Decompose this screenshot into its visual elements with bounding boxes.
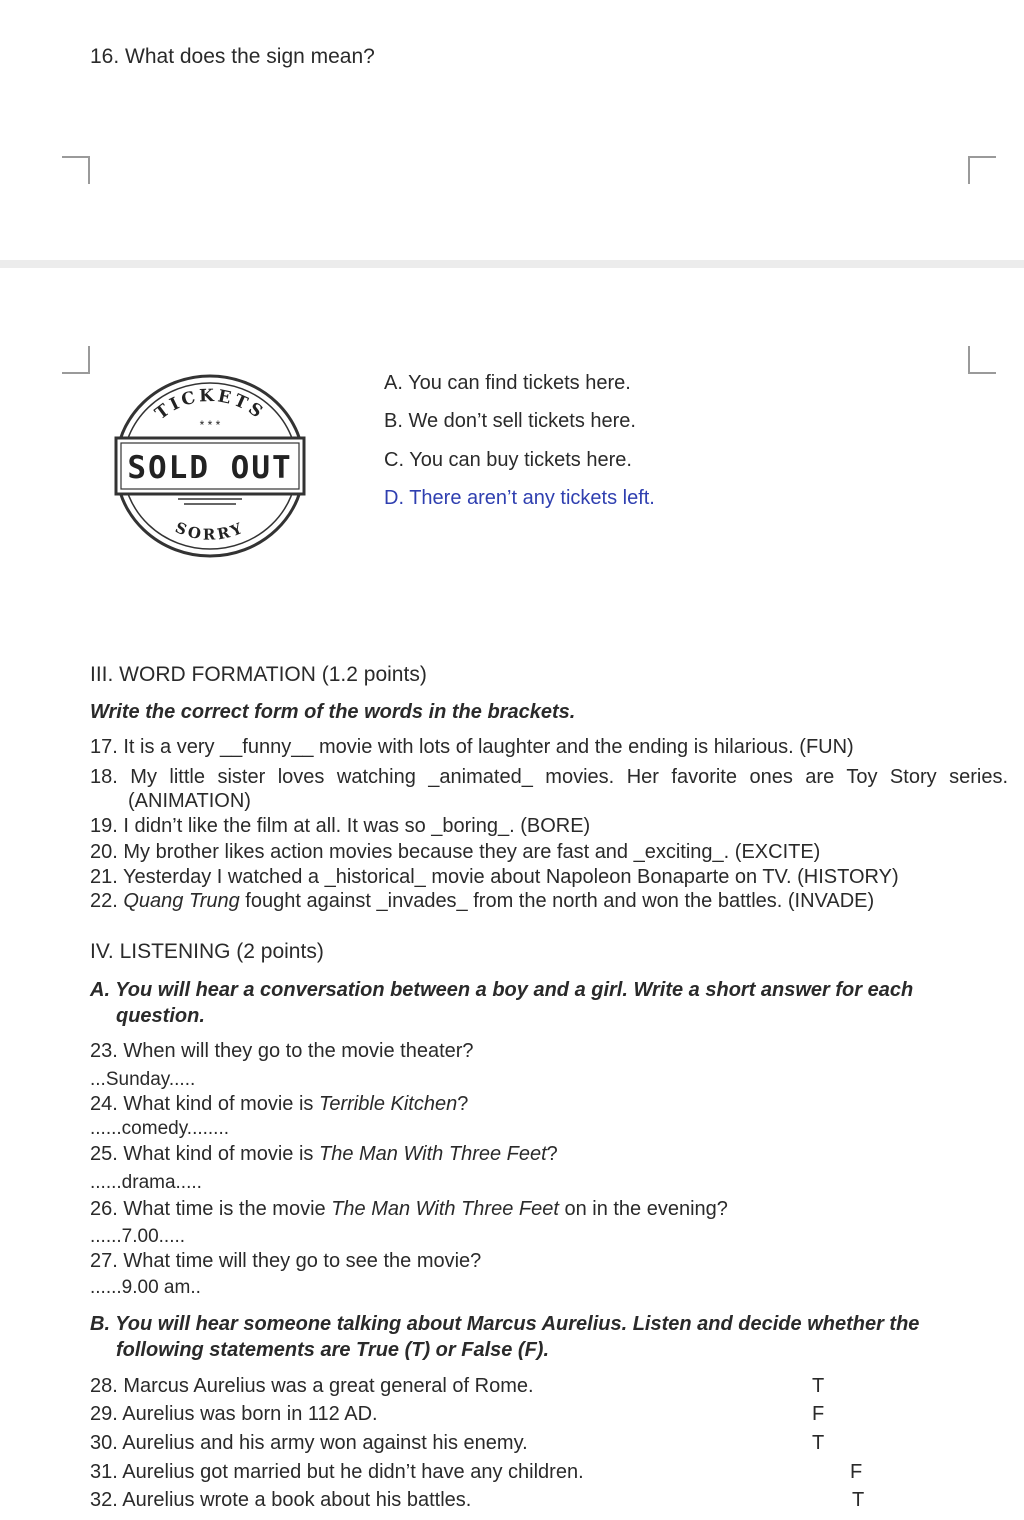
- section-3-instruction: Write the correct form of the words in the brackets.: [90, 701, 576, 723]
- crop-mark-top-left: [62, 156, 90, 184]
- statement-31: 31. Aurelius got married but he didn’t have any children.: [90, 1461, 584, 1483]
- statement-29-answer: F: [812, 1403, 825, 1425]
- question-26: 26. What time is the movie The Man With Three Feet on in the evening?: [90, 1198, 728, 1220]
- option-a: A. You can find tickets here.: [384, 372, 631, 394]
- question-25: 25. What kind of movie is The Man With Three Feet?: [90, 1143, 558, 1165]
- question-16: 16. What does the sign mean?: [90, 45, 375, 68]
- statement-28: 28. Marcus Aurelius was a great general of Rome.: [90, 1375, 534, 1397]
- stamp-sold-out-text: SOLD OUT: [127, 450, 293, 486]
- item-17: 17. It is a very __funny__ movie with lots of laughter and the ending is hilarious. (FUN): [90, 736, 854, 758]
- answer-25: ......drama.....: [90, 1172, 202, 1193]
- option-c: C. You can buy tickets here.: [384, 449, 632, 471]
- answer-27: ......9.00 am..: [90, 1277, 201, 1298]
- option-b: B. We don’t sell tickets here.: [384, 410, 636, 432]
- statement-30: 30. Aurelius and his army won against his enemy.: [90, 1432, 528, 1454]
- item-21: 21. Yesterday I watched a _historical_ movie about Napoleon Bonaparte on TV. (HISTORY): [90, 866, 899, 888]
- crop-mark-bottom-left: [62, 346, 90, 374]
- answer-24: ......comedy........: [90, 1118, 230, 1139]
- statement-32: 32. Aurelius wrote a book about his battles.: [90, 1489, 472, 1511]
- section-4-title: IV. LISTENING (2 points): [90, 940, 324, 963]
- statement-31-answer: F: [850, 1461, 863, 1483]
- sold-out-stamp-image: [112, 372, 308, 560]
- statement-30-answer: T: [812, 1432, 825, 1454]
- page-break: [0, 260, 1024, 268]
- item-18: 18. My little sister loves watching _animated_ movies. Her favorite ones are Toy Story series. (ANIMATION): [90, 766, 1008, 812]
- section-3-title: III. WORD FORMATION (1.2 points): [90, 663, 427, 686]
- question-24: 24. What kind of movie is Terrible Kitchen?: [90, 1093, 469, 1115]
- crop-mark-top-right: [968, 156, 996, 184]
- item-20: 20. My brother likes action movies because they are fast and _exciting_. (EXCITE): [90, 841, 821, 863]
- section-4-part-a-instruction: A. You will hear a conversation between a boy and a girl. Write a short answer for each question.: [90, 979, 914, 1027]
- answer-26: ......7.00.....: [90, 1226, 186, 1247]
- question-23: 23. When will they go to the movie theater?: [90, 1040, 474, 1062]
- question-27: 27. What time will they go to see the movie?: [90, 1250, 482, 1272]
- section-4-part-b-instruction: B. You will hear someone talking about Marcus Aurelius. Listen and decide whether the following statements are True (T) or False (F).: [90, 1313, 920, 1361]
- stamp-top-text: TICKETS: [151, 385, 269, 425]
- answer-23: ...Sunday.....: [90, 1069, 196, 1090]
- statement-28-answer: T: [812, 1375, 825, 1397]
- stamp-stars: * * *: [199, 418, 221, 432]
- item-22: 22. Quang Trung fought against _invades_ from the north and won the battles. (INVADE): [90, 890, 875, 912]
- statement-32-answer: T: [852, 1489, 865, 1511]
- stamp-bottom-text: SORRY: [172, 518, 248, 544]
- option-d-selected: D. There aren’t any tickets left.: [384, 487, 655, 509]
- statement-29: 29. Aurelius was born in 112 AD.: [90, 1403, 378, 1425]
- item-19: 19. I didn’t like the film at all. It was so _boring_. (BORE): [90, 815, 591, 837]
- crop-mark-bottom-right: [968, 346, 996, 374]
